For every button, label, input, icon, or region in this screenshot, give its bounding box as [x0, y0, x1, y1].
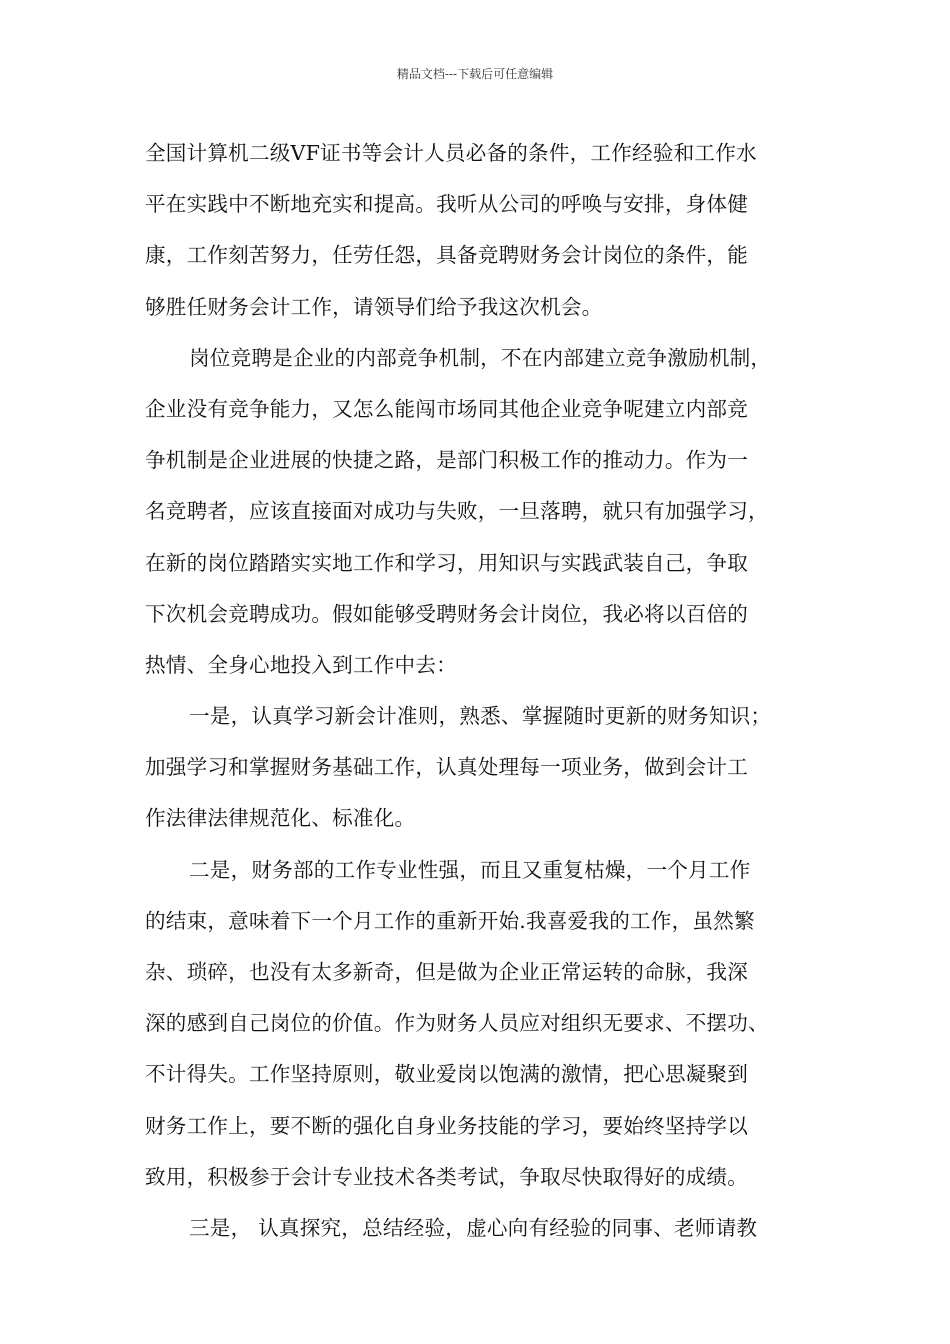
text-line: 的结束，意味着下一个月工作的重新开始.我喜爱我的工作，虽然繁 [145, 908, 755, 933]
text-line: 作法律法律规范化、标准化。 [145, 806, 416, 831]
text-line: 在新的岗位踏踏实实地工作和学习，用知识与实践武装自己，争取 [145, 550, 749, 575]
text-line: 平在实践中不断地充实和提高。我听从公司的呼唤与安排，身体健 [145, 192, 749, 217]
text-line: 全国计算机二级VF证书等会计人员必备的条件，工作经验和工作水 [145, 141, 757, 165]
text-line: 致用，积极参于会计专业技术各类考试，争取尽快取得好的成绩。 [145, 1164, 749, 1189]
page-header: 精品文档---下载后可任意编辑 [396, 67, 554, 81]
text-line: 争机制是企业进展的快捷之路，是部门积极工作的推动力。作为一 [145, 448, 749, 473]
document-body [145, 128, 817, 1254]
text-line: 热情、全身心地投入到工作中去： [145, 652, 457, 677]
text-line: 名竞聘者，应该直接面对成功与失败，一旦落聘，就只有加强学习， [145, 499, 769, 524]
text-line: 加强学习和掌握财务基础工作，认真处理每一项业务，做到会计工 [145, 755, 749, 780]
text-line: 够胜任财务会计工作，请领导们给予我这次机会。 [145, 294, 603, 319]
text-line: 下次机会竞聘成功。假如能够受聘财务会计岗位，我必将以百倍的 [145, 601, 749, 626]
paragraph-first-line: 三是， 认真探究，总结经验，虚心向有经验的同事、老师请教 [189, 1215, 758, 1240]
text-line: 财务工作上，要不断的强化自身业务技能的学习，要始终坚持学以 [145, 1113, 749, 1138]
paragraph-first-line: 二是，财务部的工作专业性强，而且又重复枯燥，一个月工作 [189, 857, 751, 882]
text-line: 杂、琐碎，也没有太多新奇，但是做为企业正常运转的命脉，我深 [145, 960, 749, 984]
paragraph-first-line: 一是，认真学习新会计准则，熟悉、掌握随时更新的财务知识； [189, 704, 772, 729]
text-line: 不计得失。工作坚持原则，敬业爱岗以饱满的激情，把心思凝聚到 [145, 1062, 749, 1087]
text-line: 深的感到自己岗位的价值。作为财务人员应对组织无要求、不摆功、 [145, 1011, 769, 1036]
text-line: 康，工作刻苦努力，任劳任怨，具备竞聘财务会计岗位的条件，能 [145, 243, 749, 268]
text-line: 企业没有竞争能力，又怎么能闯市场同其他企业竞争呢建立内部竞 [145, 396, 749, 421]
paragraph-first-line: 岗位竞聘是企业的内部竞争机制，不在内部建立竞争激励机制， [189, 345, 772, 370]
